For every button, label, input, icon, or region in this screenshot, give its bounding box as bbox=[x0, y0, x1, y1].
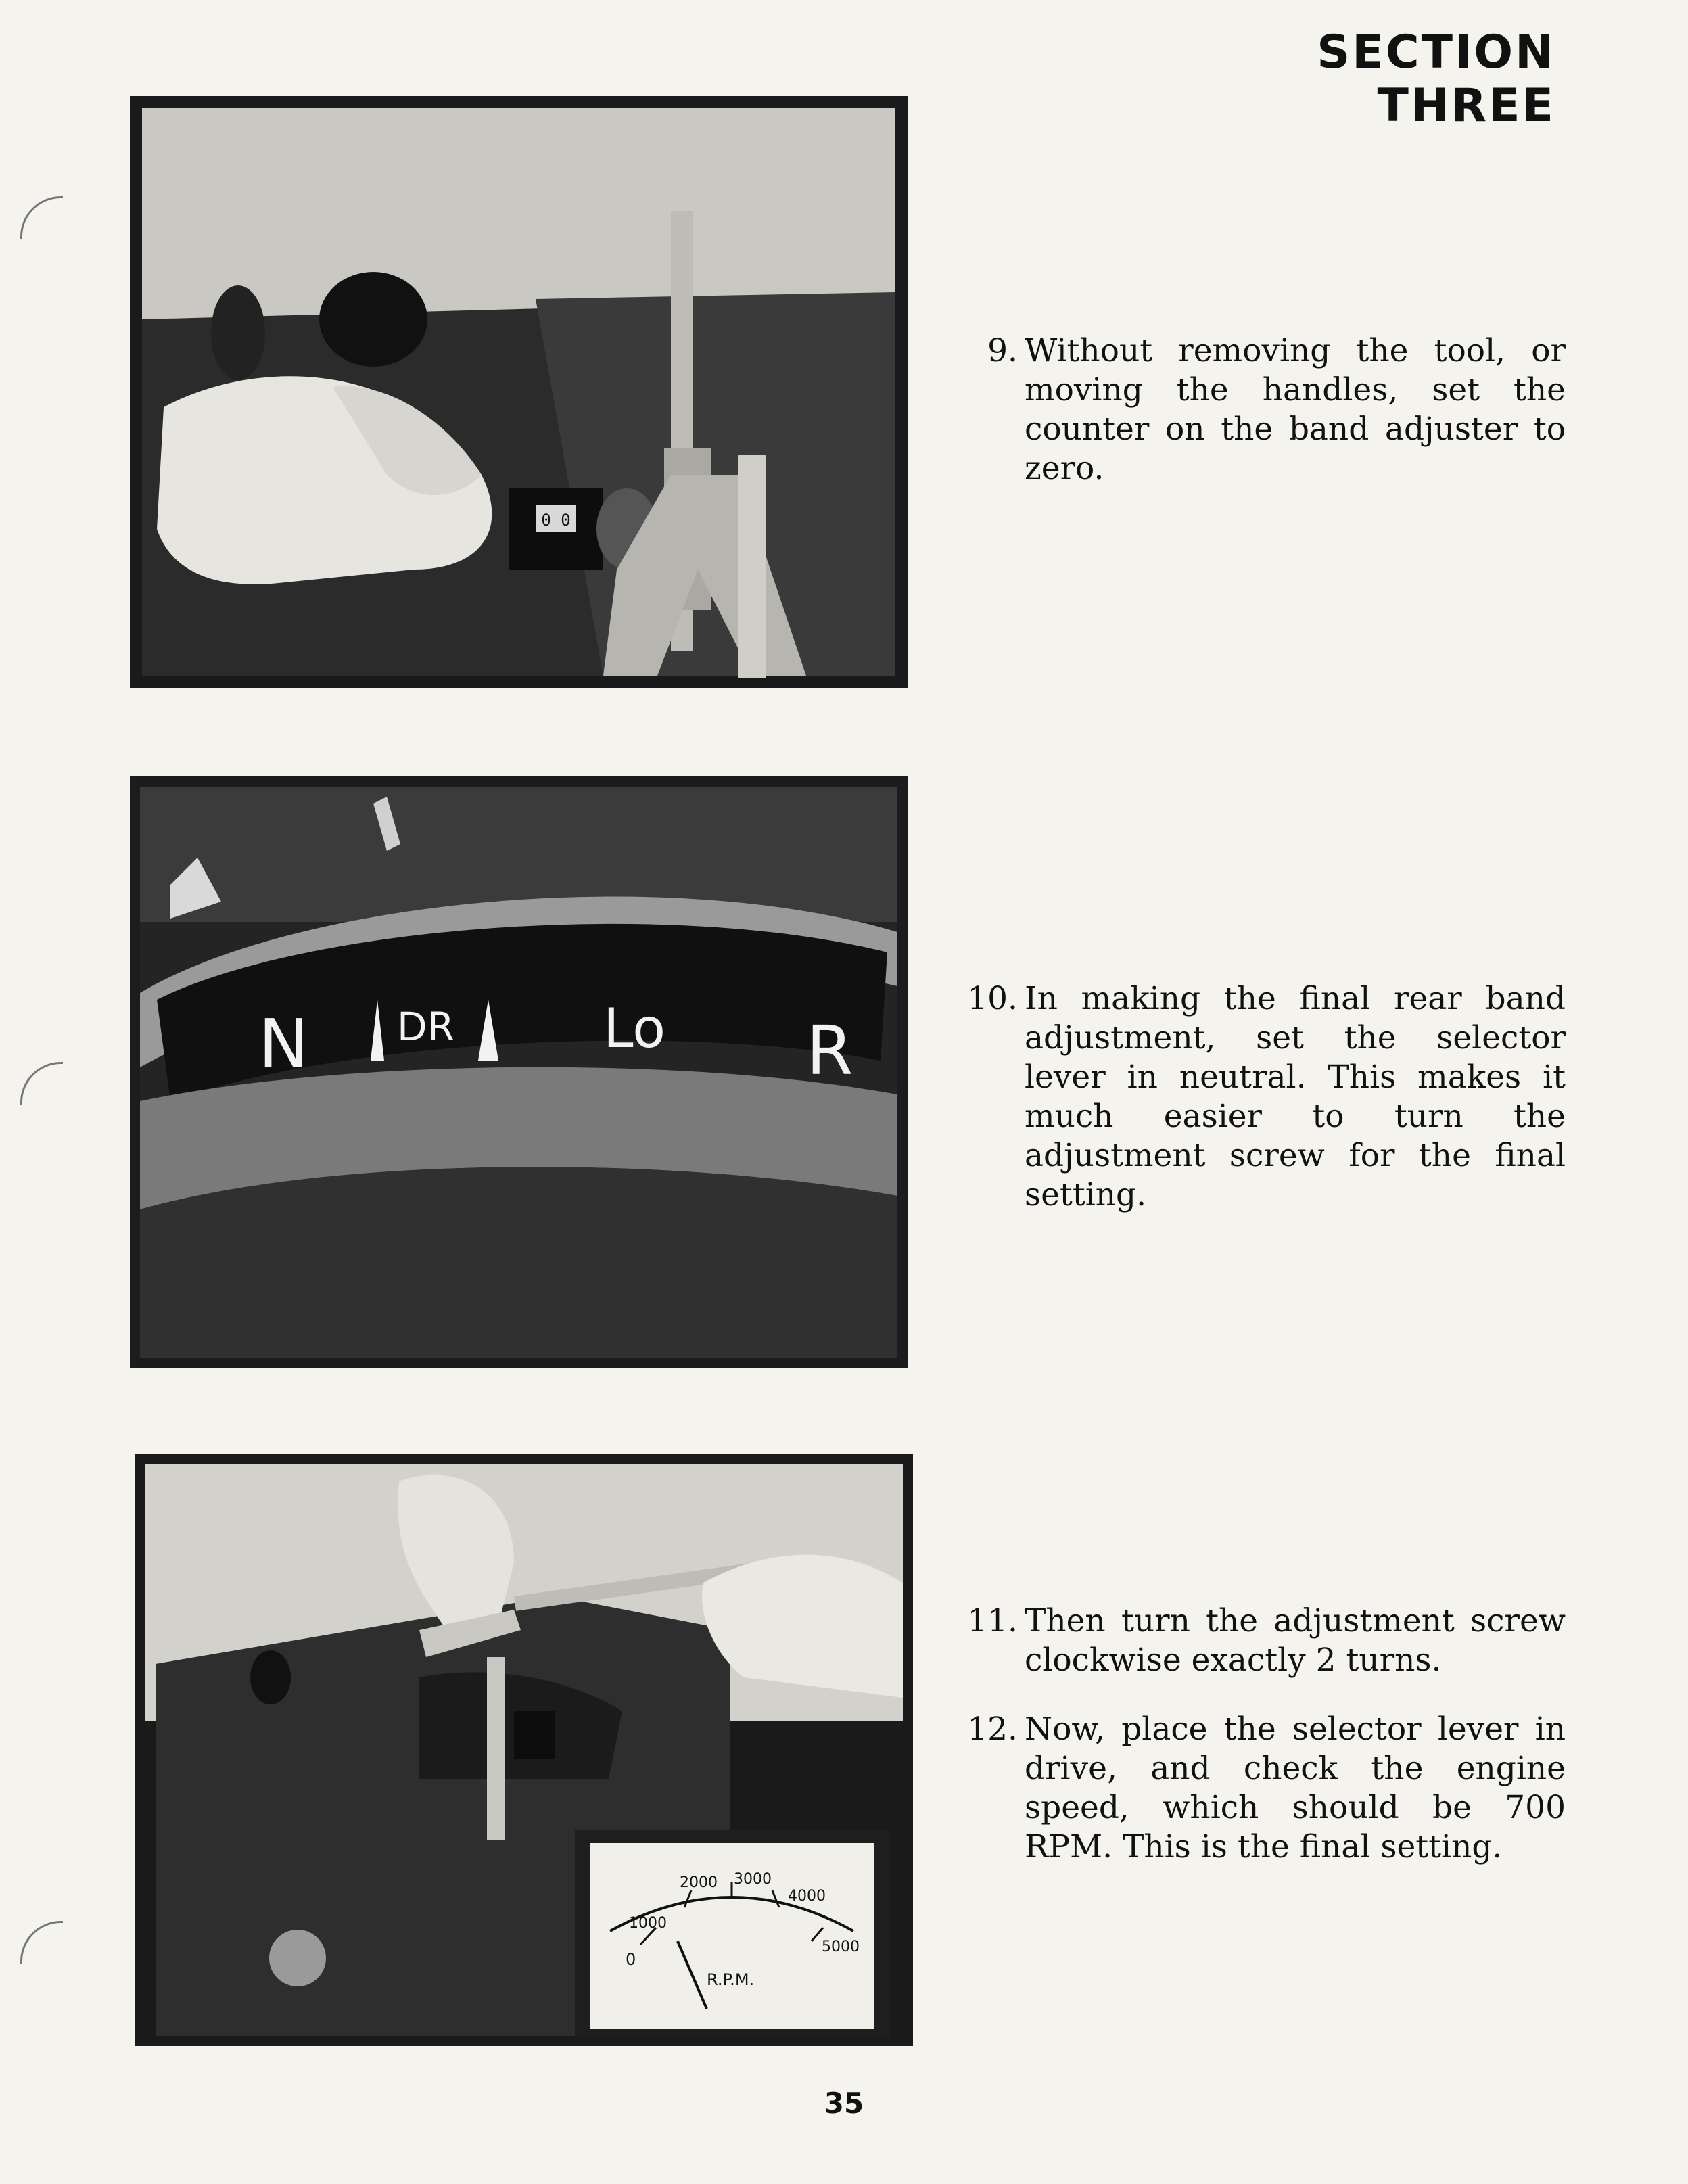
step-text: Now, place the selector lever in drive, and check the engine speed, which should be 700 RPM. This is the final setting. bbox=[1025, 1711, 1566, 1865]
gauge-tick: 1000 bbox=[629, 1915, 667, 1932]
punch-hole-mark bbox=[20, 1921, 63, 1964]
selector-photo bbox=[130, 776, 908, 1368]
gauge-tick: 3000 bbox=[734, 1871, 772, 1888]
gauge-tick: 5000 bbox=[822, 1938, 860, 1955]
step-number: 12. bbox=[967, 1711, 1018, 1748]
counter-digits: 0 0 bbox=[541, 511, 571, 530]
punch-hole-mark bbox=[20, 1062, 63, 1105]
step-text: In making the final rear band adjustment, set the selector lever in neutral. This makes it much easier to turn the adjustment screw for the final setting. bbox=[1025, 980, 1566, 1213]
tachometer-dial bbox=[590, 1843, 874, 2029]
gauge-tick: 0 bbox=[626, 1950, 636, 1969]
tachometer-photo bbox=[135, 1454, 913, 2046]
step-number: 10. bbox=[967, 980, 1018, 1017]
punch-hole-mark bbox=[20, 196, 63, 239]
step-text: Without removing the tool, or moving the handles, set the counter on the band adjuster to zero. bbox=[1025, 332, 1566, 487]
gauge-tick: 4000 bbox=[788, 1888, 826, 1905]
selector-position: R bbox=[806, 1011, 853, 1090]
step-text: Then turn the adjustment screw clockwise exactly 2 turns. bbox=[1025, 1602, 1566, 1679]
gauge-tick: 2000 bbox=[680, 1874, 718, 1891]
page-number: 35 bbox=[824, 2087, 864, 2120]
selector-position: DR bbox=[397, 1004, 454, 1050]
counter-photo bbox=[130, 96, 908, 688]
step-number: 9. bbox=[987, 332, 1018, 369]
selector-position: N bbox=[258, 1004, 309, 1084]
step-number: 11. bbox=[967, 1602, 1018, 1640]
gauge-label: R.P.M. bbox=[707, 1970, 755, 1989]
selector-position: Lo bbox=[603, 997, 666, 1060]
section-title: SECTION THREE bbox=[1317, 26, 1555, 133]
